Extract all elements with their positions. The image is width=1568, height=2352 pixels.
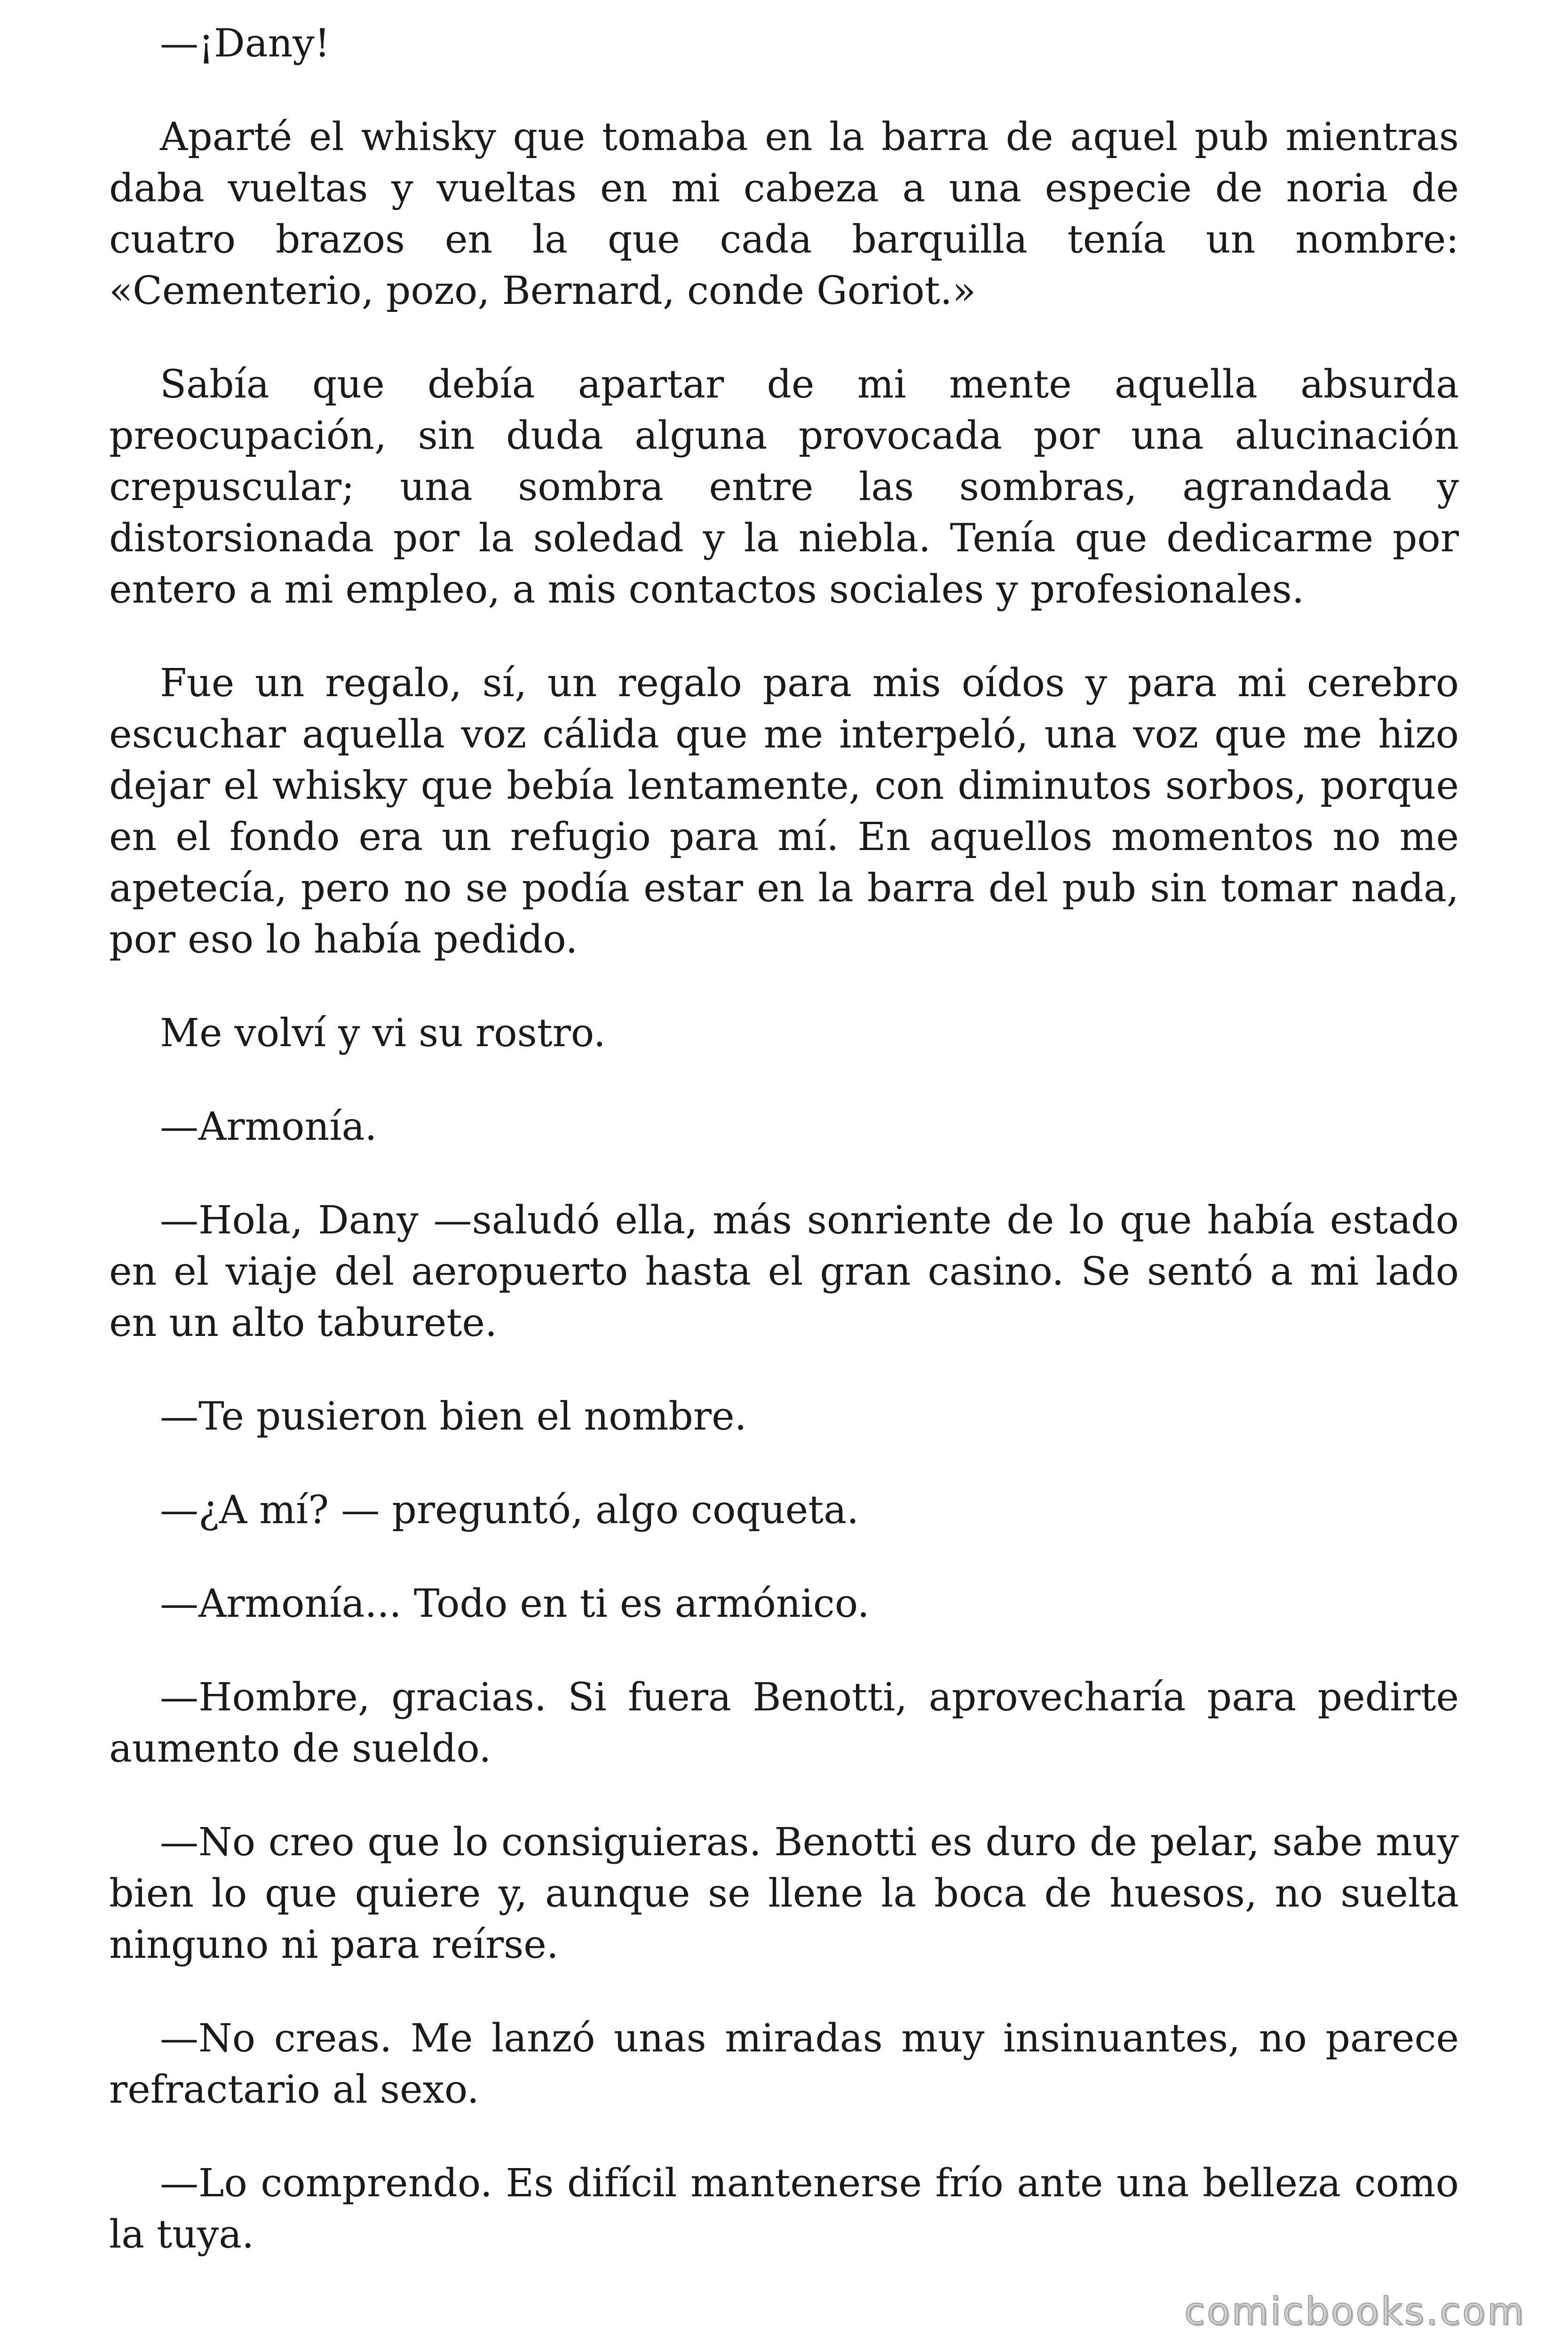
paragraph: —¡Dany!	[160, 21, 330, 66]
paragraph: —Hombre, gracias. Si fuera Benotti, aprovecharía para pedirte aumento de sueldo.	[109, 1675, 1459, 1771]
paragraph: —Lo comprendo. Es difícil mantenerse frío ante una belleza como la tuya.	[109, 2161, 1459, 2257]
paragraph: —¿A mí? — preguntó, algo coqueta.	[160, 1488, 859, 1533]
book-page	[109, 0, 1459, 2333]
paragraph: —Hola, Dany —saludó ella, más sonriente de lo que había estado en el viaje del aeropuerto hasta el gran casino. Se sentó a mi lado en un alto taburete.	[109, 1198, 1459, 1345]
watermark-logo: comicbooks.com	[1184, 2289, 1526, 2333]
paragraph: —Te pusieron bien el nombre.	[160, 1394, 747, 1439]
paragraph: Me volví y vi su rostro.	[160, 1011, 606, 1056]
paragraph: —Armonía... Todo en ti es armónico.	[160, 1581, 870, 1626]
paragraph: —No creo que lo consiguieras. Benotti es duro de pelar, sabe muy bien lo que quiere y, aunque se llene la boca de huesos, no suelta ninguno ni para reírse.	[109, 1820, 1459, 1967]
paragraph: Aparté el whisky que tomaba en la barra de aquel pub mientras daba vueltas y vueltas en mi cabeza a una especie de noria de cuatro brazos en la que cada barquilla tenía un nombre: «Cementerio, pozo, Bernard, conde Goriot.»	[109, 115, 1459, 313]
paragraph: —Armonía.	[160, 1104, 377, 1149]
paragraph: Fue un regalo, sí, un regalo para mis oídos y para mi cerebro escuchar aquella voz cálida que me interpeló, una voz que me hizo dejar el whisky que bebía lentamente, con diminutos sorbos, porque en el fondo era un refugio para mí. En aquellos momentos no me apetecía, pero no se podía estar en la barra del pub sin tomar nada, por eso lo había pedido.	[109, 661, 1459, 962]
paragraph: Sabía que debía apartar de mi mente aquella absurda preocupación, sin duda alguna provocada por una alucinación crepuscular; una sombra entre las sombras, agrandada y distorsionada por la soledad y la niebla. Tenía que dedicarme por entero a mi empleo, a mis contactos sociales y profesionales.	[109, 362, 1459, 612]
paragraph: —No creas. Me lanzó unas miradas muy insinuantes, no parece refractario al sexo.	[109, 2016, 1459, 2112]
